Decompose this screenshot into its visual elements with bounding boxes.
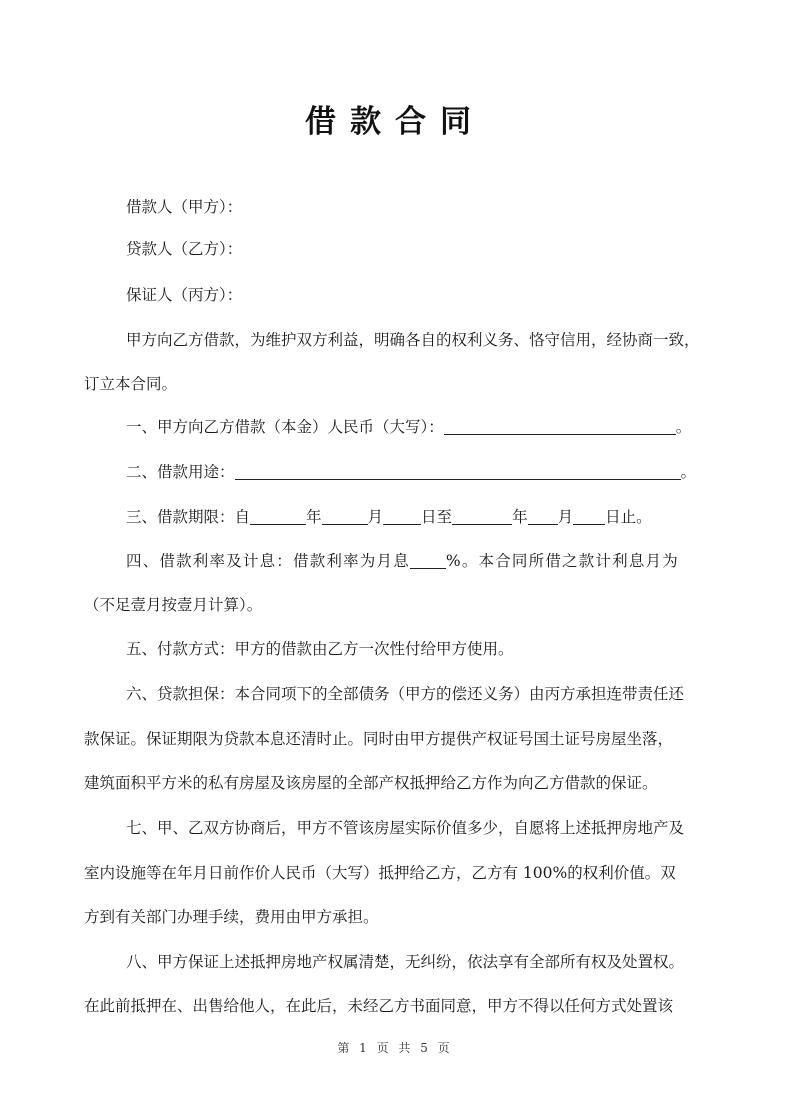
clause-1 <box>126 416 691 438</box>
year-label: 年 <box>306 508 322 526</box>
clause-5: 五、付款方式：甲方的借款由乙方一次性付给甲方使用。 <box>126 640 514 658</box>
clause-3-end: 日止。 <box>605 508 652 526</box>
clause-4-line-1 <box>126 550 679 572</box>
clause-2-end: 。 <box>680 463 697 481</box>
start-year-blank[interactable] <box>250 508 306 525</box>
clause-1-end: 。 <box>675 418 692 436</box>
page-number-footer: 第 1 页 共 5 页 <box>337 1041 453 1055</box>
interest-rate-blank[interactable] <box>410 552 446 569</box>
clause-8-line-1: 八、甲方保证上述抵押房地产权属清楚，无纠纷，依法享有全部所有权及处置权。 <box>126 953 685 971</box>
clause-2-text: 二、借款用途： <box>126 463 235 481</box>
clause-6-line-1: 六、贷款担保：本合同项下的全部债务（甲方的偿还义务）由丙方承担连带责任还 <box>126 685 685 703</box>
loan-purpose-blank[interactable] <box>235 463 681 480</box>
preamble-line-1: 甲方向乙方借款，为维护双方利益，明确各自的权利义务、恪守信用，经协商一致， <box>126 331 700 349</box>
clause-6-line-2: 款保证。保证期限为贷款本息还清时止。同时由甲方提供产权证号国土证号房屋坐落， <box>84 730 674 748</box>
document-title: 借款合同 <box>305 104 485 140</box>
clause-7-line-2: 室内设施等在年月日前作价人民币（大写）抵押给乙方，乙方有 100%的权利价值。双 <box>84 864 676 882</box>
clause-7-line-3: 方到有关部门办理手续，费用由甲方承担。 <box>84 908 379 926</box>
preamble-line-2: 订立本合同。 <box>84 375 178 393</box>
clause-3 <box>126 506 652 528</box>
lender-label: 贷款人（乙方）： <box>126 240 243 258</box>
start-day-blank[interactable] <box>383 508 421 525</box>
guarantor-label: 保证人（丙方）： <box>126 286 243 304</box>
end-year-blank[interactable] <box>452 508 512 525</box>
day-to-label: 日至 <box>421 508 453 526</box>
borrower-label: 借款人（甲方）： <box>126 198 243 216</box>
clause-6-line-3: 建筑面积平方米的私有房屋及该房屋的全部产权抵押给乙方作为向乙方借款的保证。 <box>84 774 658 792</box>
end-day-blank[interactable] <box>573 508 605 525</box>
month-label: 月 <box>367 508 384 526</box>
clause-2 <box>126 461 696 483</box>
clause-4-line-2: （不足壹月按壹月计算）。 <box>84 596 263 614</box>
clause-4-suffix: %。本合同所借之款计利息月为 <box>445 552 679 570</box>
month-label: 月 <box>557 508 574 526</box>
end-month-blank[interactable] <box>528 508 558 525</box>
clause-1-text: 一、甲方向乙方借款（本金）人民币（大写）： <box>126 418 444 436</box>
clause-7-line-1: 七、甲、乙双方协商后，甲方不管该房屋实际价值多少，自愿将上述抵押房地产及 <box>126 819 685 837</box>
clause-8-line-2: 在此前抵押在、出售给他人，在此后，未经乙方书面同意，甲方不得以任何方式处置该 <box>84 997 674 1015</box>
start-month-blank[interactable] <box>322 508 368 525</box>
year-label: 年 <box>512 508 528 526</box>
principal-amount-blank[interactable] <box>444 418 676 435</box>
clause-4-prefix: 四、借款利率及计息：借款利率为月息 <box>126 552 410 570</box>
clause-3-prefix: 三、借款期限：自 <box>126 508 251 526</box>
